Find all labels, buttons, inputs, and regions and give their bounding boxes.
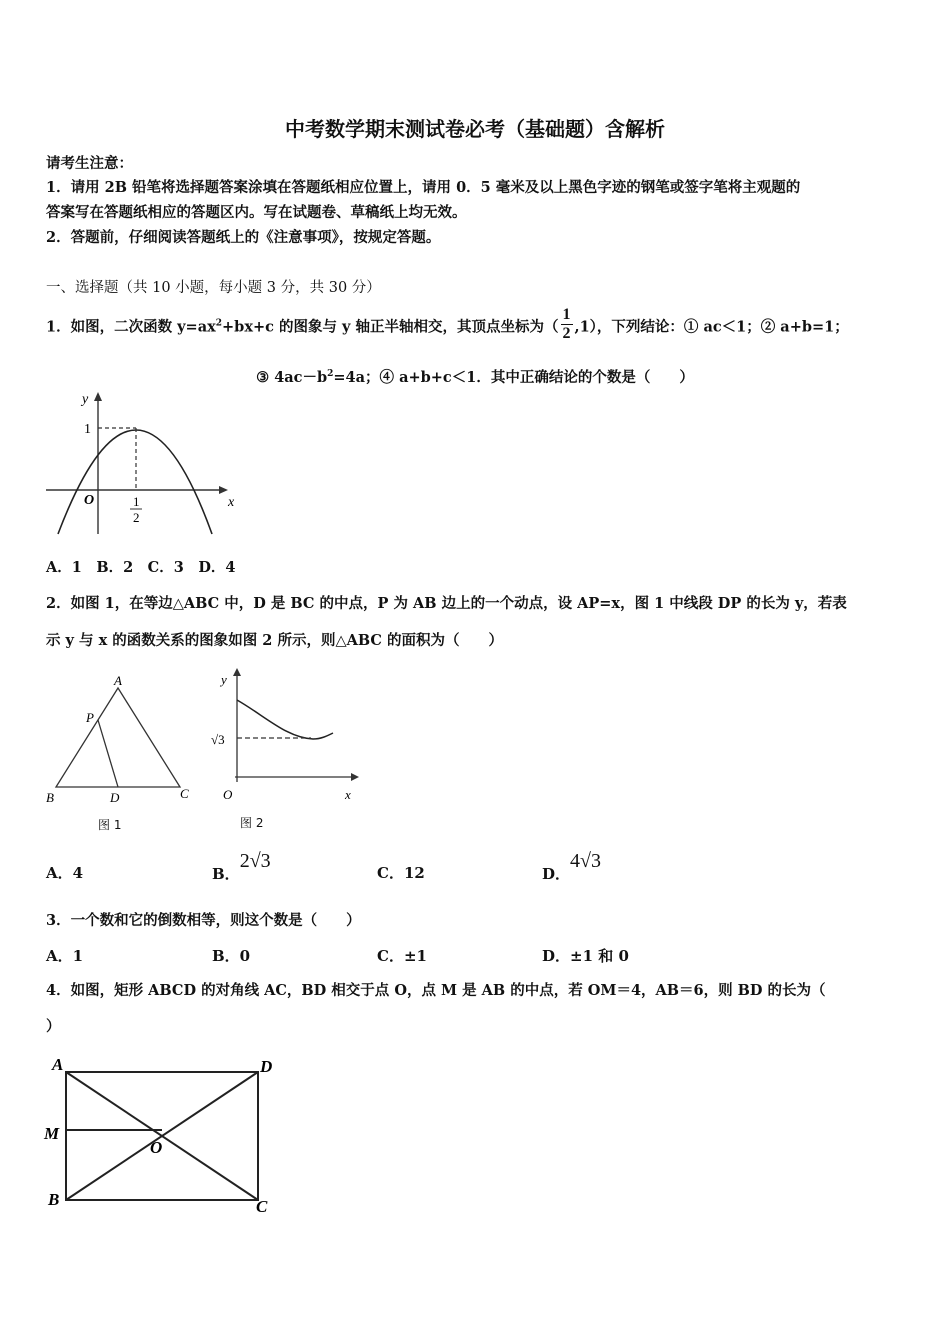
q4-rectangle-figure xyxy=(40,1048,290,1218)
q1-y-label: y xyxy=(82,392,89,407)
q3-option-a: A．1 xyxy=(46,947,84,965)
q2-label-c: C xyxy=(180,786,189,801)
q1-y-arrow xyxy=(94,392,102,401)
q1-vertex-fraction xyxy=(561,306,573,343)
q3-option-c: C．±1 xyxy=(377,947,427,965)
q2-option-d xyxy=(542,850,601,883)
notice-item-1b: 答案写在答题纸相应的答题区内。写在试题卷、草稿纸上均无效。 xyxy=(46,204,467,221)
q2-fig1-caption: 图 1 xyxy=(98,818,122,832)
q2-option-b-label: B． xyxy=(212,865,240,883)
q1-options: A．1 B．2 C．3 D．4 xyxy=(46,559,236,576)
q1-stem-pre: 1．如图，二次函数 y=ax xyxy=(46,318,216,336)
q1-exponent: 2 xyxy=(215,318,223,329)
q2-label-b: B xyxy=(46,790,54,805)
q2-label-d: D xyxy=(110,790,120,805)
q2-option-b xyxy=(212,850,271,883)
q2-segment-dp xyxy=(98,720,118,787)
q4-stem-line2: ） xyxy=(46,1018,61,1035)
q2-triangle-abc xyxy=(56,688,180,787)
q1-stem-line2 xyxy=(0,364,950,388)
q2-option-b-value: 2√3 xyxy=(239,850,271,872)
q1-tick-one: 1 xyxy=(84,422,91,437)
q2-label-p: P xyxy=(86,710,94,725)
q1-stem-post: ,1），下列结论：① ac＜1；② a+b=1； xyxy=(574,318,849,336)
section-heading: 一、选择题（共 10 小题，每小题 3 分，共 30 分） xyxy=(46,280,381,296)
q4-label-a: A xyxy=(52,1055,64,1074)
q2-option-c: C．12 xyxy=(377,864,425,882)
q2-stem-line1: 2．如图 1，在等边△ABC 中，D 是 BC 的中点，P 为 AB 边上的一个动点，设 AP=x，图 1 中线段 DP 的长为 y，若表 xyxy=(46,595,847,612)
q4-stem-line1: 4．如图，矩形 ABCD 的对角线 AC，BD 相交于点 O，点 M 是 AB 的中点，若 OM＝4，AB＝6，则 BD 的长为（ xyxy=(46,982,826,999)
q2-graph-figure xyxy=(205,664,365,809)
q2-option-d-value: 4√3 xyxy=(570,850,601,872)
q2-stem-line2: 示 y 与 x 的函数关系的图象如图 2 所示，则△ABC 的面积为（ ） xyxy=(46,632,503,649)
q2-graph-y-label: y xyxy=(221,672,227,687)
q2-graph-sqrt3-label: √3 xyxy=(211,732,225,747)
q2-label-a: A xyxy=(114,673,122,688)
q2-graph-x-arrow xyxy=(351,773,359,781)
q1-half-den: 2 xyxy=(133,510,140,525)
notice-heading: 请考生注意： xyxy=(46,155,133,172)
q1-x-arrow xyxy=(219,486,228,494)
q1-line2-post: =4a；④ a+b+c＜1．其中正确结论的个数是（ ） xyxy=(333,368,694,386)
q1-stem-mid: +bx+c 的图象与 y 轴正半轴相交，其顶点坐标为（ xyxy=(222,318,559,336)
q3-stem: 3．一个数和它的倒数相等，则这个数是（ ） xyxy=(46,912,361,929)
q1-x-label: x xyxy=(228,495,235,510)
q1-origin-label: O xyxy=(84,493,95,508)
page-title: 中考数学期末测试卷必考（基础题）含解析 xyxy=(285,117,665,141)
q2-option-a: A．4 xyxy=(46,864,84,882)
q2-graph-y-arrow xyxy=(233,668,241,676)
q2-fig2-caption: 图 2 xyxy=(240,816,264,830)
notice-item-1a: 1．请用 2B 铅笔将选择题答案涂填在答题纸相应位置上，请用 0．5 毫米及以上黑色字迹的钢笔或签字笔将主观题的 xyxy=(46,179,801,196)
q1-fraction-den: 2 xyxy=(562,325,571,342)
q3-option-b: B．0 xyxy=(212,947,251,965)
q1-line2-pre: ③ 4ac－b xyxy=(256,368,328,386)
q2-triangle-figure xyxy=(40,670,200,835)
q2-option-d-label: D． xyxy=(542,865,571,883)
q4-label-m: M xyxy=(44,1124,60,1143)
q1-fraction-num: 1 xyxy=(562,306,571,323)
q2-graph-origin-label: O xyxy=(223,787,233,802)
q1-half-num: 1 xyxy=(133,494,140,509)
q4-label-c: C xyxy=(256,1197,268,1216)
notice-item-2: 2．答题前，仔细阅读答题纸上的《注意事项》，按规定答题。 xyxy=(46,229,441,246)
q1-parabola-figure xyxy=(40,388,250,538)
q4-label-d: D xyxy=(260,1057,273,1076)
q4-label-o: O xyxy=(150,1138,163,1157)
q2-graph-curve xyxy=(237,700,333,739)
q1-stem xyxy=(46,306,849,343)
q2-graph-x-label: x xyxy=(345,787,351,802)
q1-line2-exponent: 2 xyxy=(327,369,334,379)
q4-label-b: B xyxy=(48,1190,60,1209)
q3-option-d: D．±1 和 0 xyxy=(542,947,629,965)
